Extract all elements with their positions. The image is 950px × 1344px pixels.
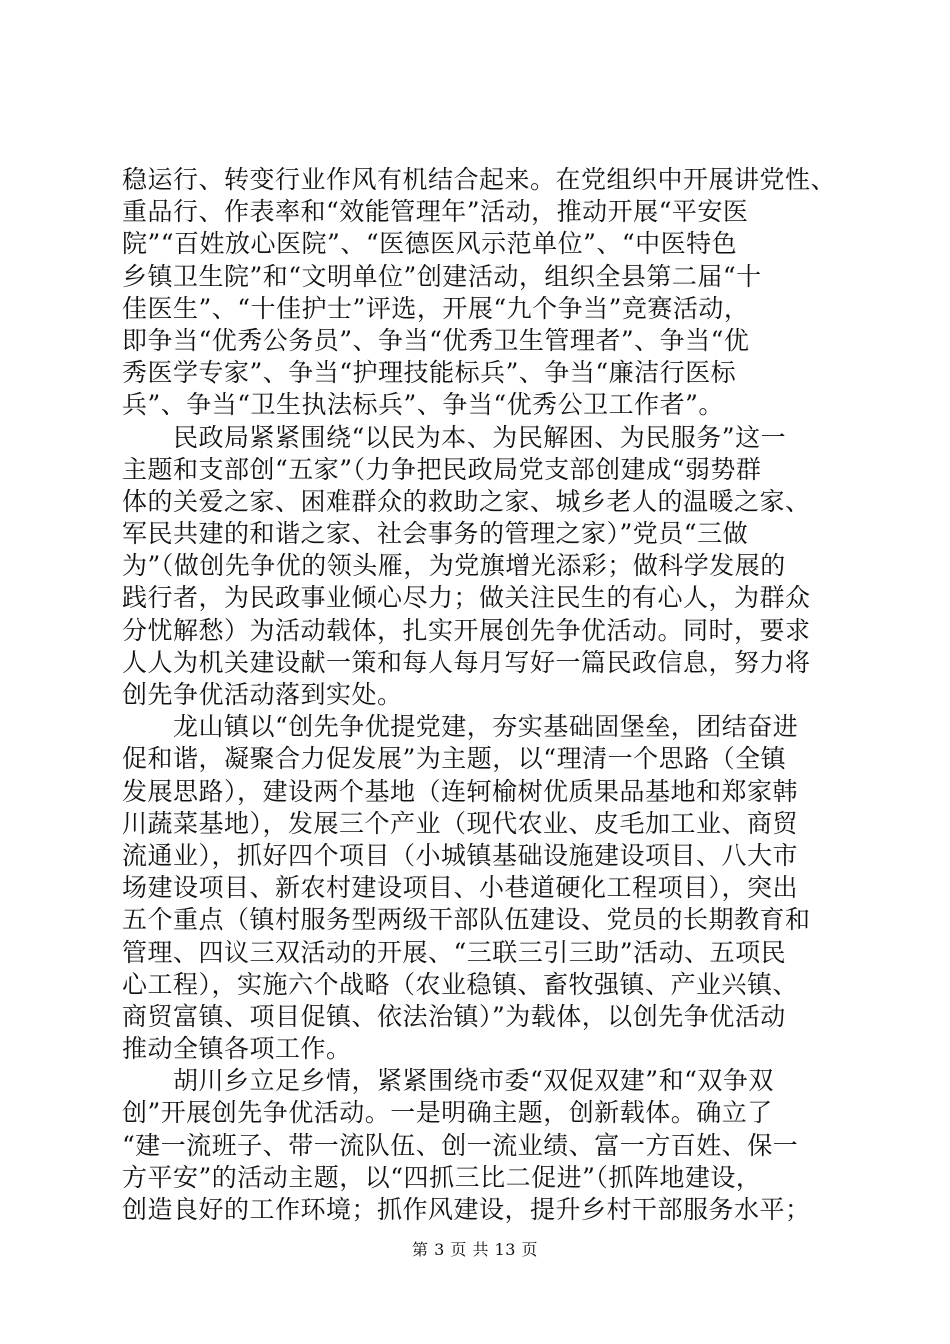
text-line: 院”“百姓放心医院”、“医德医风示范单位”、“中医特色	[122, 229, 738, 259]
text-line: 即争当“优秀公务员”、争当“优秀卫生管理者”、争当“优	[122, 325, 750, 355]
text-line: 方平安”的活动主题，以“四抓三比二促进”（抓阵地建设，	[122, 1162, 762, 1192]
page-footer	[0, 1240, 950, 1260]
text-line: 川蔬菜基地），发展三个产业（现代农业、皮毛加工业、商贸	[122, 808, 799, 838]
text-line: 商贸富镇、项目促镇、依法治镇）”为载体，以创先争优活动	[122, 1001, 786, 1031]
text-line: 管理、四议三双活动的开展、“三联三引三助”活动、五项民	[122, 937, 787, 967]
text-line: 创先争优活动落到实处。	[122, 680, 403, 709]
body-text	[122, 164, 842, 1226]
text-line: 民政局紧紧围绕“以民为本、为民解困、为民服务”这一	[122, 422, 787, 452]
text-line: 创”开展创先争优活动。一是明确主题，创新载体。确立了	[122, 1098, 773, 1128]
text-line: 秀医学专家”、争当“护理技能标兵”、争当“廉洁行医标	[122, 358, 737, 388]
text-line: 流通业），抓好四个项目（小城镇基础设施建设项目、八大市	[122, 840, 799, 870]
text-line: 体的关爱之家、困难群众的救助之家、城乡老人的温暖之家、	[122, 486, 811, 516]
text-line: 人人为机关建设献一策和每人每月写好一篇民政信息，努力将	[122, 647, 811, 677]
page-number: 第 3 页 共 13 页	[412, 1240, 538, 1259]
text-line: 佳医生”、“十佳护士”评选，开展“九个争当”竞赛活动，	[122, 293, 750, 323]
text-line: 军民共建的和谐之家、社会事务的管理之家）”党员“三做	[122, 519, 749, 549]
text-line: 龙山镇以“创先争优提党建，夯实基础固堡垒，团结奋进	[122, 712, 799, 742]
text-line: 推动全镇各项工作。	[122, 1034, 352, 1064]
text-line: 胡川乡立足乡情，紧紧围绕市委“双促双建”和“双争双	[122, 1066, 774, 1096]
text-line: 五个重点（镇村服务型两级干部队伍建设、党员的长期教育和	[122, 905, 811, 935]
text-line: 践行者，为民政事业倾心尽力；做关注民生的有心人，为群众	[122, 583, 811, 613]
text-line: 为”（做创先争优的领头雁，为党旗增光添彩；做科学发展的	[122, 551, 786, 581]
text-line: 创造良好的工作环境；抓作风建设，提升乡村干部服务水平；	[122, 1195, 811, 1224]
text-line: “建一流班子、带一流队伍、创一流业绩、富一方百姓、保一	[122, 1130, 799, 1160]
text-line: 场建设项目、新农村建设项目、小巷道硬化工程项目），突出	[122, 873, 799, 903]
text-line: 分忧解愁）为活动载体，扎实开展创先争优活动。同时，要求	[122, 615, 811, 645]
text-line: 稳运行、转变行业作风有机结合起来。在党组织中开展讲党性、	[122, 165, 837, 194]
text-line: 心工程），实施六个战略（农业稳镇、畜牧强镇、产业兴镇、	[122, 969, 799, 999]
text-line: 发展思路），建设两个基地（连轲榆树优质果品基地和郑家韩	[122, 776, 799, 806]
text-line: 乡镇卫生院”和“文明单位”创建活动，组织全县第二届“十	[122, 261, 762, 291]
text-line: 兵”、争当“卫生执法标兵”、争当“优秀公卫工作者”。	[122, 390, 724, 420]
text-line: 主题和支部创“五家”（力争把民政局党支部创建成“弱势群	[122, 454, 762, 484]
text-line: 重品行、作表率和“效能管理年”活动，推动开展“平安医	[122, 197, 749, 227]
text-line: 促和谐，凝聚合力促发展”为主题，以“理清一个思路（全镇	[122, 744, 787, 774]
